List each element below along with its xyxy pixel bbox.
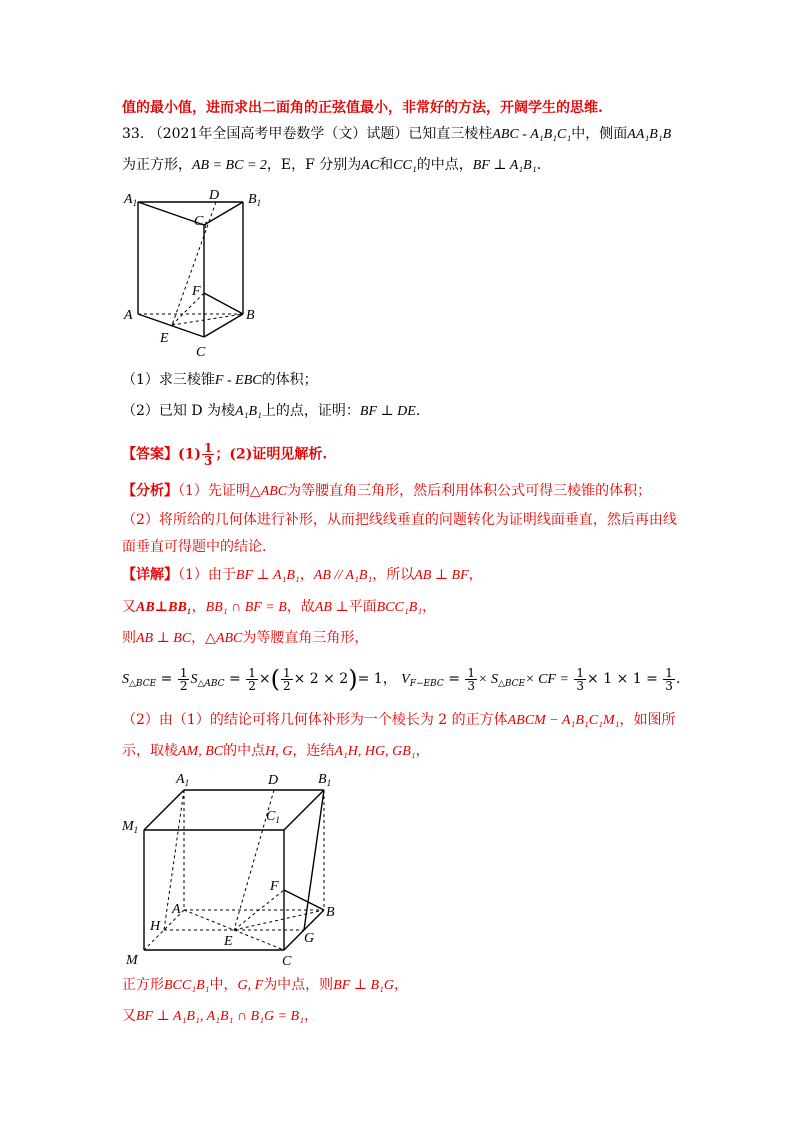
problem-source: （2021年全国高考甲卷数学（文）试题） bbox=[148, 126, 409, 142]
face-name: AA₁B₁B bbox=[627, 127, 672, 142]
question-2: （2）已知 D 为棱A₁B₁上的点，证明：BF ⊥ DE. bbox=[122, 403, 421, 419]
fig1-label-f: F bbox=[192, 284, 201, 299]
detail-formula: $S_{\triangle BCE}$ = $\frac{1}{2}$ $S_{\triangle ABC}$ = $\frac{1}{2}$ ×( $\frac{1}{2}$ × 2 × 2)= 1， $V_{F-EBC}$ = $\frac{1}{3}$ × $S_{\triangle BCE}\times$ CF = $\frac{1}{3}$ × 1 × 1 = $\frac{1}{3}$ . bbox=[122, 665, 681, 693]
fig2-label-g: G bbox=[304, 931, 315, 946]
fig2-label-m: M bbox=[126, 953, 138, 968]
answer-tag: 【答案】 bbox=[122, 446, 178, 463]
tail-line-1: 正方形BCC₁B₁中，G, F为中点，则BF ⊥ B₁G， bbox=[122, 977, 408, 993]
analysis-line-1: 【分析】（1）先证明△ABC为等腰直角三角形，然后利用体积公式可得三棱锥的体积； bbox=[122, 483, 652, 499]
part2-line-2: 示，取棱AM, BC的中点H, G，连结A₁H, HG, GB₁， bbox=[122, 743, 430, 759]
fig1-label-b: B bbox=[246, 308, 255, 323]
part2-line-1: （2）由（1）的结论可将几何体补形为一个棱长为 2 的正方体ABCM − A₁B₁C₁M₁，如图所 bbox=[122, 712, 676, 728]
analysis-line-3: 面垂直可得题中的结论. bbox=[122, 539, 267, 555]
fig2-label-b: B bbox=[326, 905, 335, 920]
fig2-label-h: H bbox=[150, 919, 161, 934]
fig2-label-c1: $C_1$ bbox=[266, 809, 280, 825]
fig2-label-m1: $M_1$ bbox=[122, 819, 139, 835]
fig1-label-c: C bbox=[196, 345, 206, 360]
fig2-label-b1: $B_1$ bbox=[318, 772, 332, 788]
figure-prism bbox=[118, 185, 278, 365]
analysis-tag: 【分析】 bbox=[122, 483, 178, 499]
fig2-label-d: D bbox=[268, 773, 279, 788]
question-1: （1）求三棱锥F - EBC的体积； bbox=[122, 372, 318, 388]
fig2-label-a: A bbox=[172, 902, 181, 917]
detail-tag: 【详解】 bbox=[122, 567, 178, 583]
detail-line-3: 则AB ⊥ BC，△ABC为等腰直角三角形， bbox=[122, 630, 369, 646]
fig1-label-c1: $C_1$ bbox=[194, 214, 208, 230]
fig1-label-d: D bbox=[209, 188, 220, 203]
fig1-label-a1: $A_1$ bbox=[124, 192, 138, 208]
fig1-label-e: E bbox=[160, 331, 169, 346]
fig2-label-c: C bbox=[282, 954, 292, 969]
fig1-label-b1: $B_1$ bbox=[248, 192, 262, 208]
fig2-label-f: F bbox=[270, 879, 279, 894]
problem-line-2: 为正方形，AB = BC = 2，E，F 分别为AC和CC₁的中点，BF ⊥ A₁B₁. bbox=[122, 157, 542, 173]
detail-line-1: 【详解】（1）由于BF ⊥ A₁B₁，AB // A₁B₁，所以AB ⊥ BF， bbox=[122, 567, 483, 583]
intro-tail: 值的最小值，进而求出二面角的正弦值最小，非常好的方法，开阔学生的思维. bbox=[122, 100, 603, 116]
answer-line: 【答案】(1) $\frac{1}{3}$ ；(2)证明见解析. bbox=[122, 441, 328, 468]
tail-line-2: 又BF ⊥ A₁B₁, A₁B₁ ∩ B₁G = B₁， bbox=[122, 1008, 318, 1024]
answer-fraction: $\frac{1}{3}$ bbox=[204, 441, 213, 468]
fig1-label-a: A bbox=[124, 308, 133, 323]
prism-name: ABC - A₁B₁C₁ bbox=[492, 127, 572, 142]
problem-number: 33. bbox=[122, 126, 145, 142]
detail-line-2: 又AB⊥BB₁，BB₁ ∩ BF = B，故AB ⊥平面BCC₁B₁， bbox=[122, 599, 437, 615]
problem-line-1: 33. （2021年全国高考甲卷数学（文）试题）已知直三棱柱ABC - A₁B₁C₁中，侧面AA₁B₁B bbox=[122, 126, 672, 142]
fig2-label-a1: $A_1$ bbox=[176, 772, 190, 788]
analysis-line-2: （2）将所给的几何体进行补形，从而把线线垂直的问题转化为证明线面垂直，然后再由线 bbox=[122, 512, 677, 528]
fig2-label-e: E bbox=[224, 934, 233, 949]
figure-cube bbox=[118, 768, 348, 970]
